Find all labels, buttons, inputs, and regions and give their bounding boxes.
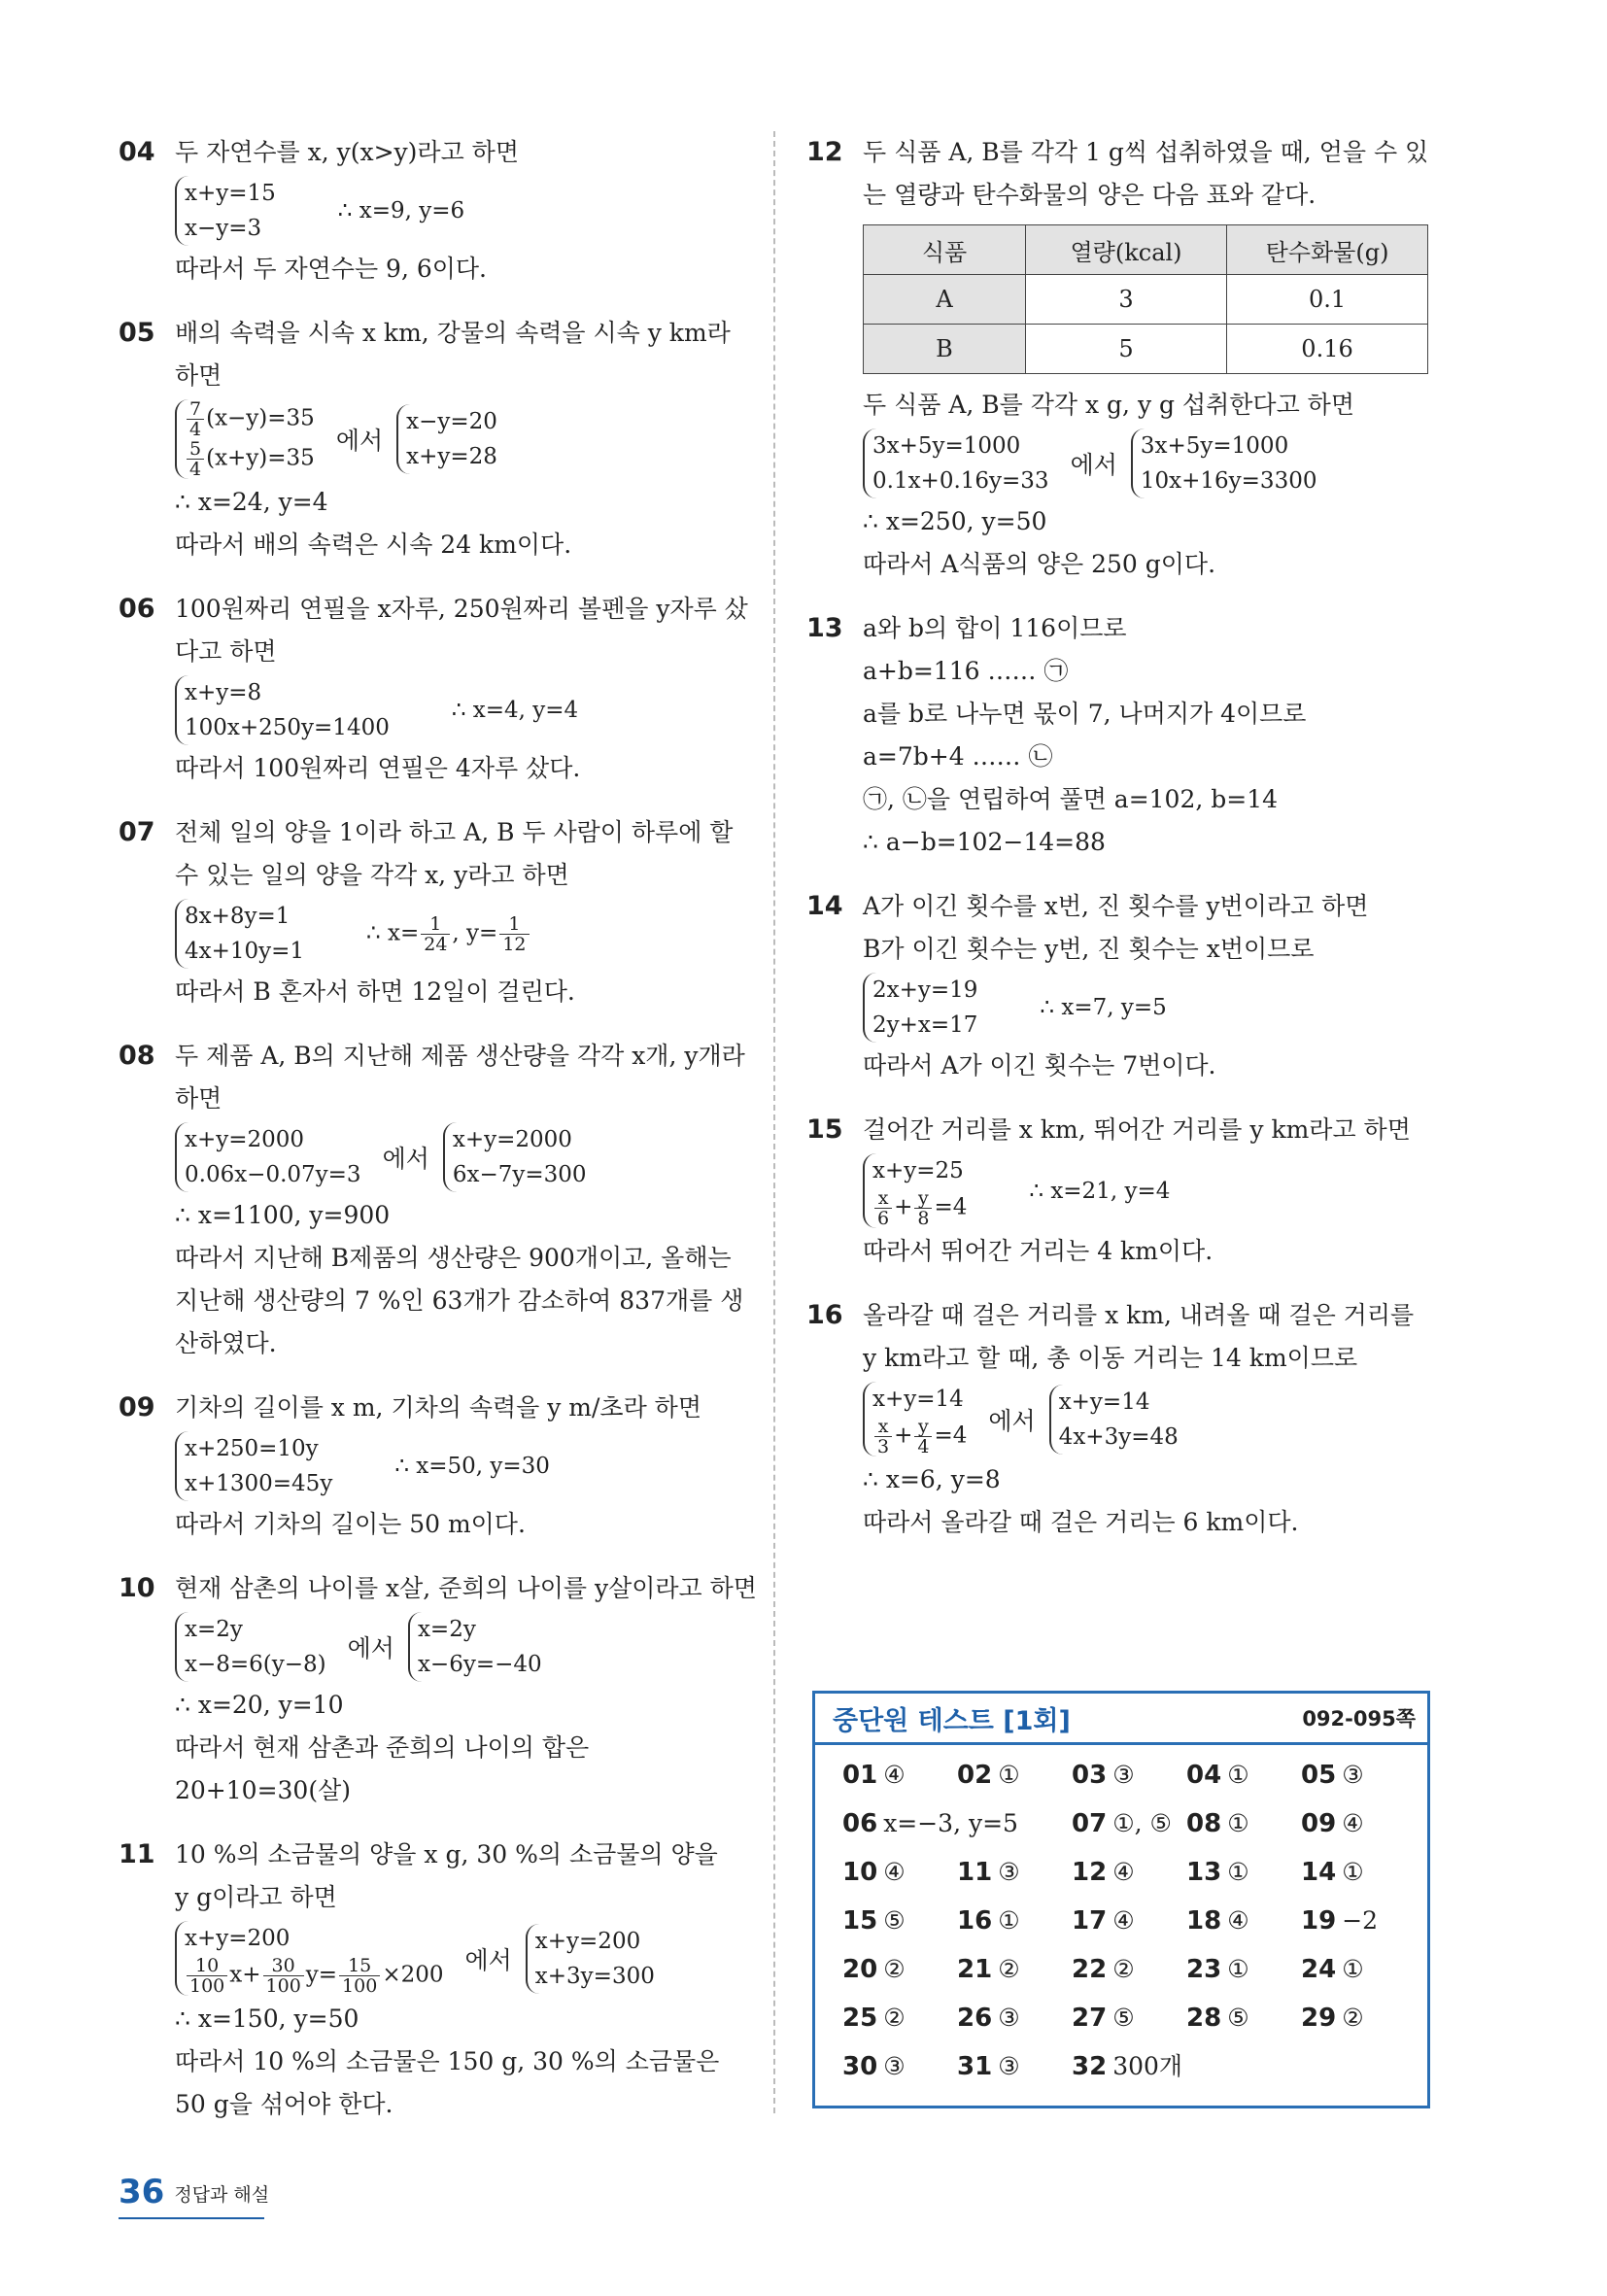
- equation-system: [863, 1382, 1428, 1456]
- answer-number: 28: [1186, 2004, 1222, 2033]
- solution-line: ∴ a−b=102−14=88: [863, 828, 1106, 856]
- answer-number: 06: [842, 1809, 878, 1838]
- equation: 3x+5y=1000: [872, 433, 1021, 459]
- solution-line: 따라서 배의 속력은 시속 24 km이다.: [175, 531, 572, 559]
- answer-number: 22: [1072, 1955, 1108, 1984]
- answer-number: 29: [1301, 2004, 1337, 2033]
- answer-grid: [815, 1745, 1427, 2091]
- equation: 6x−7y=300: [452, 1162, 587, 1187]
- answer-item: [1301, 1799, 1416, 1848]
- equation-connector: 에서: [988, 1406, 1036, 1435]
- equation-system: [175, 675, 740, 745]
- equation: $\frac{x}{6}$ + $\frac{y}{8}$ =4: [872, 1188, 967, 1228]
- solution-line: ∴ x=24, y=4: [175, 488, 328, 516]
- answer-number: 03: [1072, 1761, 1108, 1790]
- equation: x−6y=−40: [417, 1652, 542, 1677]
- equation: $\frac{x}{3}$ + $\frac{y}{4}$ =4: [872, 1417, 967, 1456]
- answer-item: [1072, 1945, 1186, 1994]
- answer-item: [842, 1799, 1072, 1848]
- left-column: [119, 131, 757, 2147]
- answer-number: 08: [1186, 1809, 1222, 1838]
- nutrition-table: [863, 224, 1428, 374]
- answer-value: ①: [1227, 1858, 1249, 1886]
- answer-value: ①: [998, 1906, 1020, 1935]
- solution-line: 따라서 A가 이긴 횟수는 7번이다.: [863, 1051, 1216, 1079]
- solution-line: ∴ x=6, y=8: [863, 1465, 1001, 1493]
- answer-item: [1072, 2042, 1301, 2091]
- answer-value: ④: [1112, 1858, 1135, 1886]
- equation-result: ∴ x=7, y=5: [1040, 995, 1167, 1020]
- problem-08: [119, 1035, 745, 1365]
- answer-number: 31: [957, 2052, 993, 2081]
- answer-number: 04: [1186, 1761, 1222, 1790]
- answer-value: −2: [1342, 1906, 1379, 1935]
- answer-item: [1186, 1799, 1301, 1848]
- system-brace: [175, 899, 304, 969]
- answer-number: 19: [1301, 1906, 1337, 1936]
- answer-item: [842, 1994, 957, 2042]
- answer-value: ②: [1112, 1955, 1135, 1983]
- system-brace: [175, 1612, 326, 1682]
- solution-line: 따라서 B 혼자서 하면 12일이 걸린다.: [175, 977, 575, 1006]
- problem-number: 12: [806, 137, 843, 167]
- solution-line: 두 식품 A, B를 각각 x g, y g 섭취한다고 하면: [863, 391, 1354, 419]
- answer-value: ③: [1342, 1761, 1364, 1789]
- solution-line: 10 %의 소금물의 양을 x g, 30 %의 소금물의 양을: [175, 1840, 718, 1868]
- answer-number: 10: [842, 1858, 878, 1887]
- equation-system: [175, 1431, 740, 1501]
- equation: x+y=28: [406, 444, 497, 469]
- answer-box-pages: 092-095쪽: [1302, 1707, 1416, 1731]
- solution-line: 수 있는 일의 양을 각각 x, y라고 하면: [175, 861, 569, 889]
- equation: 0.1x+0.16y=33: [872, 468, 1049, 494]
- solution-line: 산하였다.: [175, 1329, 277, 1357]
- problem-09: [119, 1387, 740, 1546]
- answer-number: 12: [1072, 1858, 1108, 1887]
- answer-number: 17: [1072, 1906, 1108, 1936]
- answer-number: 21: [957, 1955, 993, 1984]
- system-brace: [175, 399, 315, 479]
- solution-line: a를 b로 나누면 몫이 7, 나머지가 4이므로: [863, 700, 1307, 728]
- problem-06: [119, 588, 748, 790]
- answer-value: ④: [883, 1858, 906, 1886]
- equation-system: [175, 1612, 740, 1682]
- answer-item: [842, 1751, 957, 1799]
- answer-number: 14: [1301, 1858, 1337, 1887]
- answer-value: ⑤: [1112, 2004, 1135, 2032]
- system-brace: [175, 176, 276, 246]
- system-brace: [408, 1612, 542, 1682]
- problem-number: 09: [119, 1392, 155, 1422]
- solution-line: 50 g을 섞어야 한다.: [175, 2090, 393, 2118]
- answer-number: 16: [957, 1906, 993, 1936]
- equation-connector: 에서: [1070, 451, 1117, 479]
- system-brace: [175, 1431, 332, 1501]
- table-cell: 0.16: [1227, 325, 1428, 374]
- equation-connector: 에서: [464, 1945, 512, 1974]
- equation-system: [175, 1921, 740, 1996]
- answer-number: 09: [1301, 1809, 1337, 1838]
- answer-value: 300개: [1112, 2052, 1183, 2080]
- answer-value: ③: [883, 2052, 906, 2080]
- equation: x−8=6(y−8): [185, 1652, 326, 1677]
- table-cell: A: [864, 275, 1026, 325]
- equation-result: ∴ x=4, y=4: [451, 698, 579, 723]
- answer-number: 18: [1186, 1906, 1222, 1936]
- answer-value: ⑤: [1227, 2004, 1249, 2032]
- equation-result: ∴ x= $\frac{1}{24}$ , y= $\frac{1}{12}$: [366, 914, 530, 954]
- answer-number: 01: [842, 1761, 878, 1790]
- solution-line: 따라서 뛰어간 거리는 4 km이다.: [863, 1237, 1214, 1265]
- answer-value: ①: [1227, 1761, 1249, 1789]
- answer-number: 15: [842, 1906, 878, 1936]
- table-header: 탄수화물(g): [1227, 225, 1428, 275]
- equation: x−y=20: [406, 409, 497, 434]
- solution-line: 20+10=30(살): [175, 1776, 351, 1804]
- solution-line: 두 식품 A, B를 각각 1 g씩 섭취하였을 때, 얻을 수 있: [863, 138, 1429, 166]
- equation: 10x+16y=3300: [1140, 468, 1317, 494]
- system-brace: [175, 1921, 443, 1996]
- answer-item: [1186, 1897, 1301, 1945]
- solution-line: ∴ x=150, y=50: [175, 2005, 359, 2033]
- problem-number: 13: [806, 613, 843, 643]
- answer-item: [957, 1945, 1072, 1994]
- equation: 4x+10y=1: [185, 939, 305, 964]
- answer-item: [1301, 1994, 1416, 2042]
- equation: $\frac{5}{4}$ (x+y)=35: [185, 439, 315, 479]
- answer-number: 07: [1072, 1809, 1108, 1838]
- answer-item: [842, 1945, 957, 1994]
- problem-number: 11: [119, 1839, 155, 1869]
- system-brace: [863, 1382, 967, 1456]
- answer-number: 24: [1301, 1955, 1337, 1984]
- answer-item: [1186, 1751, 1301, 1799]
- problem-04: [119, 131, 740, 291]
- answer-number: 25: [842, 2004, 878, 2033]
- equation-connector: 에서: [347, 1634, 394, 1662]
- equation: x+y=8: [185, 680, 262, 705]
- system-brace: [863, 1153, 967, 1228]
- equation: x=2y: [185, 1617, 243, 1642]
- solution-line: 걸어간 거리를 x km, 뛰어간 거리를 y km라고 하면: [863, 1115, 1411, 1144]
- system-brace: [526, 1924, 655, 1994]
- solution-line: 두 제품 A, B의 지난해 제품 생산량을 각각 x개, y개라: [175, 1042, 745, 1070]
- table-cell: 0.1: [1227, 275, 1428, 325]
- equation-result: ∴ x=21, y=4: [1029, 1178, 1171, 1204]
- solution-line: 따라서 현재 삼촌과 준희의 나이의 합은: [175, 1733, 590, 1762]
- solution-line: A가 이긴 횟수를 x번, 진 횟수를 y번이라고 하면: [863, 892, 1369, 920]
- right-column: [806, 131, 1428, 1565]
- answer-number: 23: [1186, 1955, 1222, 1984]
- system-brace: [396, 404, 497, 474]
- equation: x+y=15: [185, 181, 276, 206]
- solution-line: 두 자연수를 x, y(x>y)라고 하면: [175, 138, 519, 166]
- solution-line: 따라서 10 %의 소금물은 150 g, 30 %의 소금물은: [175, 2047, 720, 2075]
- table-cell: 3: [1026, 275, 1227, 325]
- column-divider: [773, 131, 775, 2113]
- solution-line: 따라서 올라갈 때 걸은 거리는 6 km이다.: [863, 1508, 1299, 1536]
- problem-05: [119, 312, 740, 566]
- answer-value: ①: [1342, 1955, 1364, 1983]
- problem-15: [806, 1109, 1428, 1273]
- answer-value: ②: [998, 1955, 1020, 1983]
- table-cell: B: [864, 325, 1026, 374]
- answer-value: ③: [998, 2052, 1020, 2080]
- equation: 8x+8y=1: [185, 904, 291, 929]
- table-row: [864, 275, 1428, 325]
- equation-system: [175, 899, 740, 969]
- system-brace: [1131, 428, 1317, 498]
- solution-line: 다고 하면: [175, 637, 277, 666]
- equation: x+y=200: [185, 1926, 291, 1951]
- table-header: 열량(kcal): [1026, 225, 1227, 275]
- answer-value: ①, ⑤: [1112, 1809, 1172, 1837]
- answer-item: [842, 1897, 957, 1945]
- problem-number: 06: [119, 594, 155, 624]
- solution-line: 따라서 기차의 길이는 50 m이다.: [175, 1510, 526, 1538]
- answer-number: 11: [957, 1858, 993, 1887]
- problem-13: [806, 607, 1428, 864]
- equation: x+y=2000: [185, 1127, 305, 1152]
- answer-item: [957, 2042, 1072, 2091]
- equation-result: ∴ x=50, y=30: [394, 1454, 550, 1479]
- answer-value: ④: [1227, 1906, 1249, 1935]
- answer-value: ①: [1342, 1858, 1364, 1886]
- equation: 0.06x−0.07y=3: [185, 1162, 361, 1187]
- equation: x=2y: [417, 1617, 476, 1642]
- answer-box-title: 중단원 테스트 [1회]: [833, 1705, 1071, 1736]
- solution-line: ㉠, ㉡을 연립하여 풀면 a=102, b=14: [863, 785, 1279, 813]
- answer-value: ③: [998, 1858, 1020, 1886]
- answer-item: [957, 1994, 1072, 2042]
- system-brace: [175, 1122, 361, 1192]
- system-brace: [1049, 1385, 1179, 1455]
- unit-test-answer-box: [812, 1691, 1430, 2108]
- solution-line: ∴ x=1100, y=900: [175, 1201, 391, 1229]
- equation-system: [175, 176, 740, 246]
- equation: x+y=14: [872, 1387, 964, 1412]
- table-header: 식품: [864, 225, 1026, 275]
- solution-line: y g이라고 하면: [175, 1883, 337, 1911]
- answer-item: [1186, 1945, 1301, 1994]
- solution-line: B가 이긴 횟수는 y번, 진 횟수는 x번이므로: [863, 935, 1315, 963]
- answer-item: [842, 2042, 957, 2091]
- answer-item: [957, 1751, 1072, 1799]
- answer-value: ④: [1342, 1809, 1364, 1837]
- system-brace: [175, 675, 390, 745]
- problem-12: [806, 131, 1428, 586]
- answer-item: [1072, 1994, 1186, 2042]
- system-brace: [863, 428, 1049, 498]
- problem-16: [806, 1294, 1428, 1544]
- answer-value: ②: [883, 2004, 906, 2032]
- answer-item: [1186, 1848, 1301, 1897]
- answer-item: [1301, 1897, 1416, 1945]
- answer-item: [1301, 1848, 1416, 1897]
- solution-line: 전체 일의 양을 1이라 하고 A, B 두 사람이 하루에 할: [175, 818, 734, 846]
- answer-number: 20: [842, 1955, 878, 1984]
- answer-number: 32: [1072, 2052, 1108, 2081]
- equation: x+3y=300: [534, 1963, 655, 1989]
- solution-line: ∴ x=20, y=10: [175, 1691, 344, 1719]
- answer-number: 26: [957, 2004, 993, 2033]
- equation: $\frac{10}{100}$ x+ $\frac{30}{100}$ y= $\frac{15}{100}$ ×200: [185, 1956, 443, 1996]
- problem-number: 15: [806, 1114, 843, 1145]
- table-cell: 5: [1026, 325, 1227, 374]
- problem-number: 04: [119, 137, 155, 167]
- equation: 3x+5y=1000: [1140, 433, 1289, 459]
- answer-item: [1072, 1751, 1186, 1799]
- system-brace: [443, 1122, 587, 1192]
- answer-number: 02: [957, 1761, 993, 1790]
- equation-connector: 에서: [335, 427, 384, 455]
- solution-line: 따라서 A식품의 양은 250 g이다.: [863, 550, 1216, 578]
- solution-line: 올라갈 때 걸은 거리를 x km, 내려올 때 걸은 거리를: [863, 1301, 1415, 1329]
- answer-number: 30: [842, 2052, 878, 2081]
- answer-item: [1301, 1945, 1416, 1994]
- solution-line: y km라고 할 때, 총 이동 거리는 14 km이므로: [863, 1344, 1358, 1372]
- equation: 2x+y=19: [872, 977, 978, 1003]
- answer-item: [957, 1897, 1072, 1945]
- problem-07: [119, 811, 740, 1013]
- answer-value: ④: [1112, 1906, 1135, 1935]
- equation: x+y=200: [534, 1928, 641, 1954]
- problem-number: 07: [119, 817, 155, 847]
- answer-number: 27: [1072, 2004, 1108, 2033]
- problem-number: 16: [806, 1300, 843, 1330]
- equation-system: [863, 973, 1428, 1043]
- system-brace: [863, 973, 977, 1043]
- solution-line: ∴ x=250, y=50: [863, 507, 1047, 535]
- solution-line: a와 b의 합이 116이므로: [863, 614, 1127, 642]
- solution-line: 기차의 길이를 x m, 기차의 속력을 y m/초라 하면: [175, 1393, 701, 1422]
- answer-value: ④: [883, 1761, 906, 1789]
- equation: x−y=3: [185, 216, 262, 241]
- answer-number: 05: [1301, 1761, 1337, 1790]
- answer-value: x=−3, y=5: [883, 1809, 1018, 1837]
- equation-system: [175, 1122, 740, 1192]
- answer-item: [1072, 1848, 1186, 1897]
- equation: 100x+250y=1400: [185, 715, 390, 740]
- answer-value: ②: [1342, 2004, 1364, 2032]
- solution-line: 따라서 지난해 B제품의 생산량은 900개이고, 올해는: [175, 1244, 732, 1272]
- equation-connector: 에서: [382, 1145, 429, 1173]
- answer-item: [1072, 1897, 1186, 1945]
- page-number: 36: [119, 2173, 165, 2211]
- answer-value: ①: [1227, 1809, 1249, 1837]
- answer-item: [957, 1848, 1072, 1897]
- solution-line: 100원짜리 연필을 x자루, 250원짜리 볼펜을 y자루 샀: [175, 595, 748, 623]
- solution-line: 지난해 생산량의 7 %인 63개가 감소하여 837개를 생: [175, 1286, 744, 1315]
- solution-line: a=7b+4 …… ㉡: [863, 742, 1053, 771]
- answer-value: ①: [998, 1761, 1020, 1789]
- answer-value: ⑤: [883, 1906, 906, 1935]
- answer-value: ①: [1227, 1955, 1249, 1983]
- solution-line: 는 열량과 탄수화물의 양은 다음 표와 같다.: [863, 181, 1316, 209]
- problem-14: [806, 885, 1428, 1087]
- solution-line: 따라서 100원짜리 연필은 4자루 샀다.: [175, 754, 581, 782]
- answer-number: 13: [1186, 1858, 1222, 1887]
- solution-line: 따라서 두 자연수는 9, 6이다.: [175, 255, 487, 283]
- solution-line: 하면: [175, 361, 222, 390]
- answer-value: ②: [883, 1955, 906, 1983]
- equation-result: ∴ x=9, y=6: [337, 198, 465, 223]
- equation-system: [863, 1153, 1428, 1228]
- answer-item: [1301, 1751, 1416, 1799]
- answer-item: [842, 1848, 957, 1897]
- solution-line: 하면: [175, 1084, 222, 1113]
- equation: x+250=10y: [185, 1436, 319, 1461]
- answer-box-header: [815, 1694, 1427, 1745]
- solution-line: a+b=116 …… ㉠: [863, 657, 1069, 685]
- solution-line: 배의 속력을 시속 x km, 강물의 속력을 시속 y km라: [175, 319, 731, 347]
- problem-10: [119, 1567, 757, 1812]
- equation: x+y=25: [872, 1158, 964, 1183]
- equation: x+y=2000: [452, 1127, 572, 1152]
- solution-line: 현재 삼촌의 나이를 x살, 준희의 나이를 y살이라고 하면: [175, 1574, 757, 1602]
- problem-number: 14: [806, 891, 843, 921]
- equation: x+1300=45y: [185, 1471, 333, 1496]
- problem-number: 10: [119, 1573, 155, 1603]
- equation: 4x+3y=48: [1058, 1423, 1179, 1450]
- answer-value: ③: [998, 2004, 1020, 2032]
- table-row: [864, 325, 1428, 374]
- footer-underline: [119, 2217, 264, 2219]
- equation: $\frac{7}{4}$ (x−y)=35: [185, 399, 315, 439]
- problem-number: 08: [119, 1041, 155, 1071]
- equation-system: [863, 428, 1428, 498]
- problem-number: 05: [119, 318, 155, 348]
- answer-value: ③: [1112, 1761, 1135, 1789]
- equation: 2y+x=17: [872, 1012, 978, 1038]
- footer-label: 정답과 해설: [174, 2184, 270, 2206]
- answer-item: [1186, 1994, 1301, 2042]
- answer-item: [1072, 1799, 1186, 1848]
- page-footer: [119, 2173, 269, 2211]
- problem-11: [119, 1833, 740, 2126]
- equation-system: [175, 399, 740, 479]
- equation: x+y=14: [1058, 1388, 1150, 1415]
